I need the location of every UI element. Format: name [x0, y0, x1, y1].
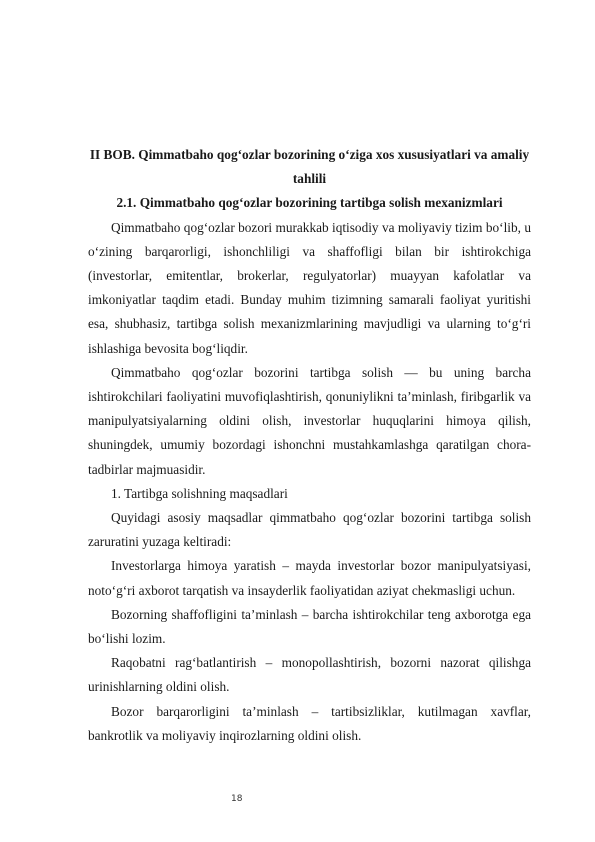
page-number: 18	[231, 794, 243, 804]
paragraph-stability: Bozor barqarorligini ta’minlash – tartibsizliklar, kutilmagan xavflar, bankrotlik va moliyaviy inqirozlarning oldini olish.	[88, 703, 531, 743]
section-title: 2.1. Qimmatbaho qog‘ozlar bozorining tartibga solish mexanizmlari	[116, 195, 503, 211]
paragraph-intro: Qimmatbaho qog‘ozlar bozori murakkab iqtisodiy va moliyaviy tizim bo‘lib, u o‘zining barqarorligi, ishonchliligi va shaffofligi bilan bir ishtirokchiga (investorlar, emitentlar, brokerlar, regulyatorlar) muayyan kafolatlar va imkoniyatlar taqdim etadi. Bunday muhim tizimning samarali faoliyat yuritishi esa, shubhasiz, tartibga solish mexanizmlarining mavjudligi va ularning to‘g‘ri ishlashiga bevosita bog‘liqdir.	[88, 219, 531, 356]
paragraph-transparency: Bozorning shaffofligini ta’minlash – barcha ishtirokchilar teng axborotga ega bo‘lishi lozim.	[88, 606, 531, 647]
page-content	[88, 143, 531, 748]
paragraph-goals-intro: Quyidagi asosiy maqsadlar qimmatbaho qog‘ozlar bozorini tartibga solish zaruratini yuzaga keltiradi:	[88, 510, 531, 550]
subheading-goals: 1. Tartibga solishning maqsadlari	[111, 485, 288, 501]
paragraph-competition: Raqobatni rag‘batlantirish – monopollashtirish, bozorni nazorat qilishga urinishlarning oldini olish.	[88, 655, 531, 695]
paragraph-investor-protection: Investorlarga himoya yaratish – mayda investorlar bozor manipulyatsiyasi, noto‘g‘ri axborot tarqatish va insayderlik faoliyatidan aziyat chekmasligi uchun.	[88, 558, 531, 598]
paragraph-definition: Qimmatbaho qog‘ozlar bozorini tartibga solish — bu uning barcha ishtirokchilari faoliyatini muvofiqlashtirish, qonuniylikni ta’minlash, firibgarlik va manipulyatsiyalarning oldini olish, investorlar huquqlarini himoya qilish, shuningdek, umumiy bozordagi ishonchni mustahkamlashga qaratilgan chora-tadbirlar majmuasidir.	[88, 364, 531, 477]
chapter-title: II BOB. Qimmatbaho qog‘ozlar bozorining o‘ziga xos xususiyatlari va amaliy tahlili	[89, 147, 530, 187]
